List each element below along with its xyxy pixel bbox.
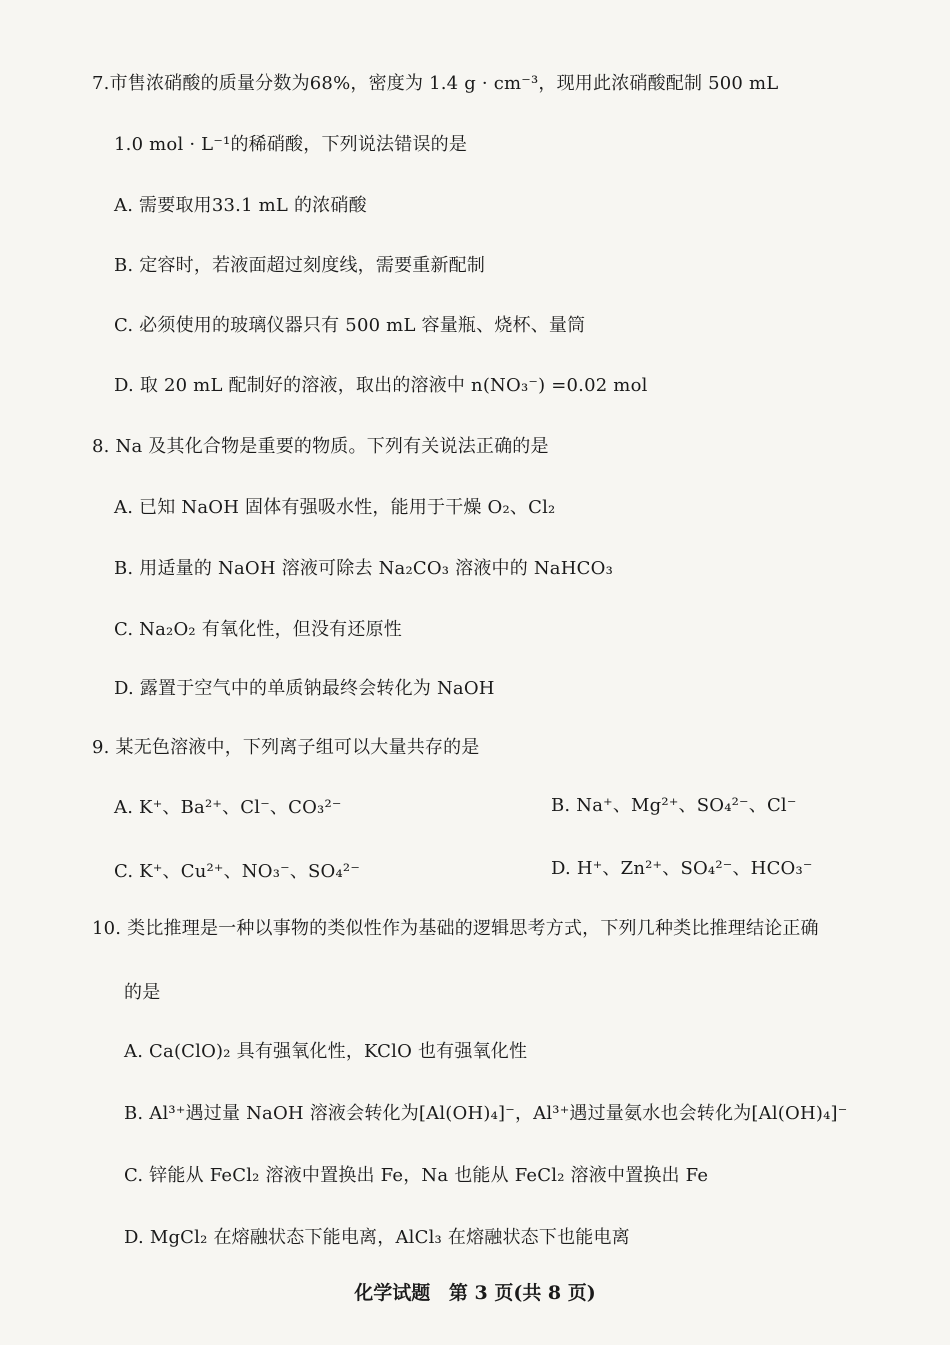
question-10-option-d: D. MgCl₂ 在熔融状态下能电离，AlCl₃ 在熔融状态下也能电离: [124, 1227, 630, 1248]
question-8-option-b: B. 用适量的 NaOH 溶液可除去 Na₂CO₃ 溶液中的 NaHCO₃: [114, 558, 613, 579]
footer-subject: 化学试题: [354, 1282, 431, 1304]
question-9-option-b: B. Na⁺、Mg²⁺、SO₄²⁻、Cl⁻: [551, 795, 797, 816]
question-7-option-c: C. 必须使用的玻璃仪器只有 500 mL 容量瓶、烧杯、量筒: [114, 315, 586, 336]
question-9-stem: 9. 某无色溶液中，下列离子组可以大量共存的是: [92, 737, 480, 758]
question-10-option-c: C. 锌能从 FeCl₂ 溶液中置换出 Fe，Na 也能从 FeCl₂ 溶液中置换出 Fe: [124, 1165, 709, 1186]
question-7-option-a: A. 需要取用33.1 mL 的浓硝酸: [114, 195, 367, 216]
question-7-option-d: D. 取 20 mL 配制好的溶液，取出的溶液中 n(NO₃⁻) =0.02 mol: [114, 375, 648, 396]
question-9-option-d: D. H⁺、Zn²⁺、SO₄²⁻、HCO₃⁻: [551, 858, 813, 879]
question-8-option-d: D. 露置于空气中的单质钠最终会转化为 NaOH: [114, 678, 495, 699]
question-10-option-b: B. Al³⁺遇过量 NaOH 溶液会转化为[Al(OH)₄]⁻，Al³⁺遇过量氨水也会转化为[Al(OH)₄]⁻: [124, 1103, 848, 1124]
question-8-stem: 8. Na 及其化合物是重要的物质。下列有关说法正确的是: [92, 436, 549, 457]
question-9-option-c: C. K⁺、Cu²⁺、NO₃⁻、SO₄²⁻: [114, 861, 361, 882]
question-10-option-a: A. Ca(ClO)₂ 具有强氧化性，KClO 也有强氧化性: [124, 1041, 528, 1062]
page-footer: [0, 1278, 950, 1305]
question-7-stem-line2: 1.0 mol · L⁻¹的稀硝酸，下列说法错误的是: [114, 134, 468, 155]
question-7-stem-line1: 7.市售浓硝酸的质量分数为68%，密度为 1.4 g · cm⁻³，现用此浓硝酸配制 500 mL: [92, 73, 779, 94]
question-8-option-a: A. 已知 NaOH 固体有强吸水性，能用于干燥 O₂、Cl₂: [114, 497, 556, 518]
question-10-stem-line1: 10. 类比推理是一种以事物的类似性作为基础的逻辑思考方式，下列几种类比推理结论正确: [92, 918, 819, 939]
question-10-stem-line2: 的是: [124, 982, 161, 1003]
question-7-option-b: B. 定容时，若液面超过刻度线，需要重新配制: [114, 255, 486, 276]
question-8-option-c: C. Na₂O₂ 有氧化性，但没有还原性: [114, 619, 402, 640]
question-9-option-a: A. K⁺、Ba²⁺、Cl⁻、CO₃²⁻: [114, 797, 342, 818]
footer-page-number: 第 3 页(共 8 页): [448, 1282, 596, 1304]
